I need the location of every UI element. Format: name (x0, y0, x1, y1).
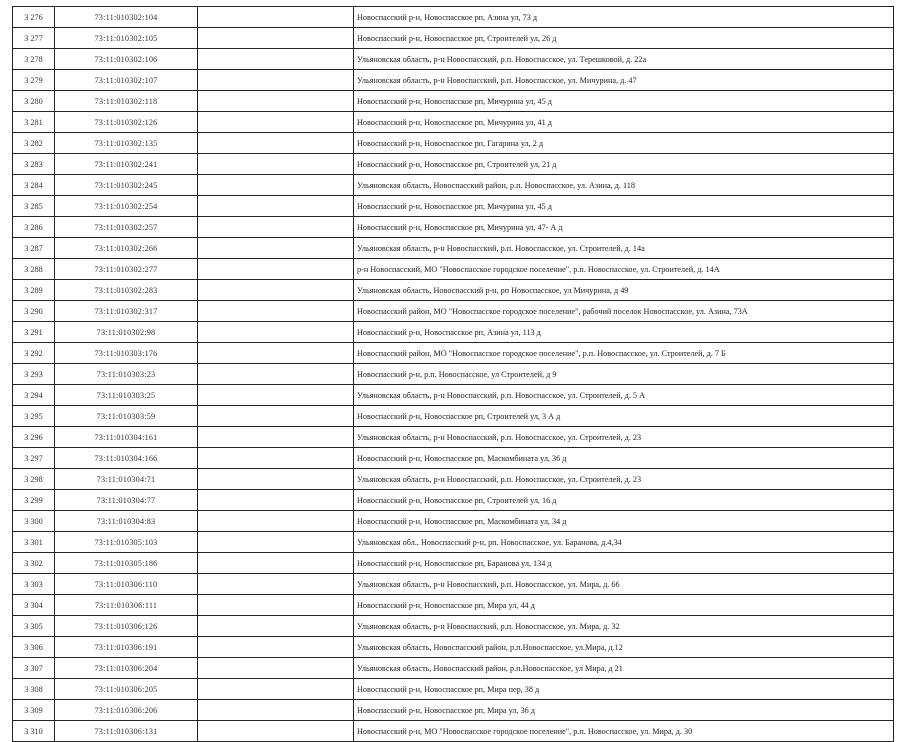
address: Новоспасский р-н, Новоспасское рп, Строителей ул, 26 д (357, 33, 557, 43)
row-number-cell (13, 112, 55, 133)
address: Ульяновская область, р-н Новоспасский, р.п. Новоспасское, ул. Мира, д. 32 (357, 621, 620, 631)
empty-cell-cell (198, 511, 354, 532)
table-row (13, 7, 894, 28)
row-number-cell (13, 217, 55, 238)
address: Ульяновская обл., Новоспасский р-н, рп. Новоспасское, ул. Баранова, д.4,34 (357, 537, 622, 547)
cadastral-number: 73:11:010302:241 (94, 159, 158, 169)
row-number: 3 293 (24, 369, 43, 379)
table-row (13, 70, 894, 91)
address-cell (354, 385, 894, 406)
row-number: 3 283 (24, 159, 43, 169)
empty-cell-cell (198, 490, 354, 511)
table-row (13, 553, 894, 574)
row-number-cell (13, 280, 55, 301)
address-cell (354, 553, 894, 574)
address-cell (354, 91, 894, 112)
table-row (13, 364, 894, 385)
cadastral-number-cell (55, 28, 198, 49)
cadastral-number: 73:11:010302:98 (96, 327, 156, 337)
cadastral-number-cell (55, 658, 198, 679)
empty-cell-cell (198, 49, 354, 70)
cadastral-number-cell (55, 175, 198, 196)
address: Новоспасский р-н, Новоспасское рп, Строителей ул, 16 д (357, 495, 557, 505)
row-number-cell (13, 70, 55, 91)
cadastral-number: 73:11:010306:204 (94, 663, 158, 673)
address-cell (354, 238, 894, 259)
cadastral-number: 73:11:010303:59 (96, 411, 156, 421)
cadastral-number-cell (55, 196, 198, 217)
row-number-cell (13, 196, 55, 217)
address-cell (354, 343, 894, 364)
empty-cell-cell (198, 175, 354, 196)
cadastral-number: 73:11:010302:106 (94, 54, 158, 64)
empty-cell-cell (198, 616, 354, 637)
row-number: 3 282 (24, 138, 43, 148)
cadastral-number-cell (55, 7, 198, 28)
cadastral-number: 73:11:010304:161 (94, 432, 158, 442)
cadastral-number-cell (55, 112, 198, 133)
empty-cell-cell (198, 112, 354, 133)
cadastral-number-cell (55, 448, 198, 469)
address-cell (354, 217, 894, 238)
empty-cell-cell (198, 322, 354, 343)
cadastral-number: 73:11:010303:176 (94, 348, 158, 358)
row-number-cell (13, 490, 55, 511)
cadastral-number-cell (55, 301, 198, 322)
address: Ульяновская область, р-н Новоспасский, р.п. Новоспасское, ул. Строителей, д. 5 А (357, 390, 645, 400)
cadastral-number: 73:11:010305:186 (94, 558, 158, 568)
empty-cell-cell (198, 196, 354, 217)
row-number: 3 298 (24, 474, 43, 484)
row-number: 3 284 (24, 180, 43, 190)
row-number: 3 291 (24, 327, 43, 337)
cadastral-number: 73:11:010302:107 (94, 75, 158, 85)
cadastral-number-cell (55, 259, 198, 280)
table-row (13, 532, 894, 553)
address-cell (354, 70, 894, 91)
address-cell (354, 616, 894, 637)
cadastral-number: 73:11:010302:135 (94, 138, 158, 148)
table-row (13, 448, 894, 469)
address: Новоспасский р-н, Новоспасское рп, Мира ул, 36 д (357, 705, 535, 715)
address-cell (354, 721, 894, 742)
table-row (13, 280, 894, 301)
cadastral-number-cell (55, 721, 198, 742)
address-cell (354, 658, 894, 679)
row-number: 3 297 (24, 453, 43, 463)
address-cell (354, 490, 894, 511)
empty-cell-cell (198, 679, 354, 700)
row-number-cell (13, 28, 55, 49)
cadastral-number: 73:11:010306:126 (94, 621, 158, 631)
empty-cell-cell (198, 28, 354, 49)
empty-cell-cell (198, 385, 354, 406)
row-number: 3 292 (24, 348, 43, 358)
address-cell (354, 28, 894, 49)
row-number-cell (13, 259, 55, 280)
empty-cell-cell (198, 427, 354, 448)
empty-cell-cell (198, 721, 354, 742)
table-body (13, 7, 894, 742)
address: Новоспасский р-н, Новоспасское рп, Маскомбината ул, 34 д (357, 516, 567, 526)
cadastral-number-cell (55, 280, 198, 301)
row-number: 3 287 (24, 243, 43, 253)
row-number-cell (13, 469, 55, 490)
address: Ульяновская область, Новоспасский р-н, рп Новоспасское, ул Мичурина, д 49 (357, 285, 629, 295)
address-cell (354, 700, 894, 721)
address-cell (354, 49, 894, 70)
address: Ульяновская область, Новоспасский район, р.п.Новоспасское, ул Мира, д 21 (357, 663, 623, 673)
table-row (13, 595, 894, 616)
address: Ульяновская область, р-н Новоспасский, р.п. Новоспасское, ул. Терешковой, д. 22а (357, 54, 647, 64)
address: Новоспасский р-н, р.п. Новоспасское, ул Строителей, д 9 (357, 369, 557, 379)
cadastral-number: 73:11:010306:110 (94, 579, 158, 589)
cadastral-number-cell (55, 490, 198, 511)
empty-cell-cell (198, 532, 354, 553)
empty-cell-cell (198, 658, 354, 679)
empty-cell-cell (198, 448, 354, 469)
cadastral-number-cell (55, 322, 198, 343)
address: Новоспасский р-н, Новоспасское рп, Мира пер, 38 д (357, 684, 540, 694)
cadastral-number: 73:11:010302:126 (94, 117, 158, 127)
address: Ульяновская область, р-н Новоспасский, р.п. Новоспасское, ул. Мичурина, д. 47 (357, 75, 637, 85)
empty-cell-cell (198, 238, 354, 259)
row-number: 3 303 (24, 579, 43, 589)
table-row (13, 133, 894, 154)
cadastral-number-cell (55, 364, 198, 385)
cadastral-number: 73:11:010304:83 (96, 516, 156, 526)
row-number: 3 288 (24, 264, 43, 274)
address-cell (354, 679, 894, 700)
cadastral-number-cell (55, 406, 198, 427)
row-number: 3 310 (24, 726, 43, 736)
cadastral-number: 73:11:010302:277 (94, 264, 158, 274)
cadastral-number-cell (55, 679, 198, 700)
empty-cell-cell (198, 700, 354, 721)
row-number-cell (13, 616, 55, 637)
row-number-cell (13, 385, 55, 406)
cadastral-number-cell (55, 427, 198, 448)
row-number-cell (13, 679, 55, 700)
cadastral-number-cell (55, 91, 198, 112)
table-row (13, 28, 894, 49)
address-cell (354, 448, 894, 469)
table-row (13, 658, 894, 679)
row-number-cell (13, 301, 55, 322)
address: Новоспасский район, МО "Новоспасское городское поселение", р.п. Новоспасское, ул. Строителей, д. 7 Б (357, 348, 726, 358)
cadastral-number-cell (55, 469, 198, 490)
address: Ульяновская область, Новоспасский район, р.п. Новоспасское, ул. Азина, д. 118 (357, 180, 635, 190)
address: Новоспасский р-н, Новоспасское рп, Строителей ул, 3 А д (357, 411, 561, 421)
address: Новоспасский р-н, Новоспасское рп, Мичурина ул, 45 д (357, 96, 552, 106)
table-row (13, 91, 894, 112)
empty-cell-cell (198, 364, 354, 385)
cadastral-number: 73:11:010302:118 (94, 96, 158, 106)
row-number: 3 286 (24, 222, 43, 232)
empty-cell-cell (198, 469, 354, 490)
cadastral-number: 73:11:010302:266 (94, 243, 158, 253)
address: Новоспасский р-н, Новоспасское рп, Азина ул, 73 д (357, 12, 538, 22)
address-cell (354, 427, 894, 448)
empty-cell-cell (198, 553, 354, 574)
table-row (13, 469, 894, 490)
row-number-cell (13, 238, 55, 259)
cadastral-number: 73:11:010302:104 (94, 12, 158, 22)
row-number-cell (13, 364, 55, 385)
table-row (13, 574, 894, 595)
row-number: 3 300 (24, 516, 43, 526)
cadastral-number: 73:11:010305:103 (94, 537, 158, 547)
cadastral-number-cell (55, 385, 198, 406)
table-row (13, 259, 894, 280)
cadastral-number-cell (55, 154, 198, 175)
row-number: 3 276 (24, 12, 43, 22)
row-number-cell (13, 175, 55, 196)
table-row (13, 196, 894, 217)
address: Новоспасский р-н, Новоспасское рп, Мичурина ул, 41 д (357, 117, 552, 127)
row-number-cell (13, 343, 55, 364)
row-number-cell (13, 553, 55, 574)
empty-cell-cell (198, 574, 354, 595)
table-row (13, 511, 894, 532)
address-cell (354, 7, 894, 28)
table-row (13, 721, 894, 742)
cadastral-number: 73:11:010302:283 (94, 285, 158, 295)
address: Новоспасский р-н, Новоспасское рп, Мичурина ул, 47- А д (357, 222, 563, 232)
row-number: 3 296 (24, 432, 43, 442)
address: р-н Новоспасский, МО "Новоспасское городское поселение", р.п. Новоспасское, ул. Строителей, д. 14А (357, 264, 720, 274)
address-cell (354, 112, 894, 133)
cadastral-number-cell (55, 574, 198, 595)
table-row (13, 385, 894, 406)
cadastral-number: 73:11:010302:245 (94, 180, 158, 190)
row-number: 3 277 (24, 33, 43, 43)
table-row (13, 154, 894, 175)
row-number-cell (13, 448, 55, 469)
row-number: 3 278 (24, 54, 43, 64)
table-row (13, 343, 894, 364)
row-number-cell (13, 154, 55, 175)
row-number-cell (13, 133, 55, 154)
empty-cell-cell (198, 154, 354, 175)
address-cell (354, 595, 894, 616)
cadastral-number-cell (55, 553, 198, 574)
empty-cell-cell (198, 91, 354, 112)
row-number-cell (13, 721, 55, 742)
row-number: 3 299 (24, 495, 43, 505)
row-number: 3 294 (24, 390, 43, 400)
empty-cell-cell (198, 301, 354, 322)
table-row (13, 217, 894, 238)
row-number: 3 307 (24, 663, 43, 673)
cadastral-number: 73:11:010302:257 (94, 222, 158, 232)
cadastral-number-cell (55, 700, 198, 721)
empty-cell-cell (198, 595, 354, 616)
row-number: 3 295 (24, 411, 43, 421)
empty-cell-cell (198, 280, 354, 301)
cadastral-number: 73:11:010306:111 (94, 600, 158, 610)
table-row (13, 322, 894, 343)
row-number-cell (13, 700, 55, 721)
table-row (13, 112, 894, 133)
cadastral-number: 73:11:010306:131 (94, 726, 158, 736)
empty-cell-cell (198, 133, 354, 154)
address: Ульяновская область, Новоспасский район, р.п.Новоспасское, ул.Мира, д.12 (357, 642, 623, 652)
row-number: 3 305 (24, 621, 43, 631)
row-number: 3 301 (24, 537, 43, 547)
cadastral-number-cell (55, 133, 198, 154)
empty-cell-cell (198, 217, 354, 238)
cadastral-number: 73:11:010302:105 (94, 33, 158, 43)
address-cell (354, 364, 894, 385)
row-number: 3 304 (24, 600, 43, 610)
row-number: 3 290 (24, 306, 43, 316)
cadastral-number-cell (55, 217, 198, 238)
row-number-cell (13, 574, 55, 595)
row-number: 3 308 (24, 684, 43, 694)
address: Новоспасский р-н, Новоспасское рп, Мира ул, 44 д (357, 600, 535, 610)
table-row (13, 679, 894, 700)
cadastral-number: 73:11:010304:77 (96, 495, 156, 505)
address-cell (354, 574, 894, 595)
row-number-cell (13, 532, 55, 553)
row-number: 3 289 (24, 285, 43, 295)
table-row (13, 238, 894, 259)
row-number: 3 280 (24, 96, 43, 106)
address: Новоспасский р-н, Новоспасское рп, Баранова ул, 134 д (357, 558, 552, 568)
empty-cell-cell (198, 7, 354, 28)
address: Новоспасский р-н, Новоспасское рп, Маскомбината ул, 36 д (357, 453, 567, 463)
address-cell (354, 532, 894, 553)
address: Новоспасский р-н, Новоспасское рп, Строителей ул, 21 д (357, 159, 557, 169)
cadastral-number: 73:11:010303:23 (96, 369, 156, 379)
address-cell (354, 280, 894, 301)
row-number-cell (13, 406, 55, 427)
row-number: 3 302 (24, 558, 43, 568)
cadastral-number: 73:11:010304:166 (94, 453, 158, 463)
row-number-cell (13, 595, 55, 616)
table-row (13, 700, 894, 721)
cadastral-number-cell (55, 49, 198, 70)
row-number-cell (13, 49, 55, 70)
table-row (13, 49, 894, 70)
row-number-cell (13, 7, 55, 28)
cadastral-number: 73:11:010304:71 (96, 474, 156, 484)
empty-cell-cell (198, 259, 354, 280)
address-cell (354, 175, 894, 196)
address-cell (354, 511, 894, 532)
cadastral-number-cell (55, 616, 198, 637)
empty-cell-cell (198, 70, 354, 91)
address: Ульяновская область, р-н Новоспасский, р.п. Новоспасское, ул. Строителей, д. 23 (357, 432, 642, 442)
property-register-table (12, 6, 894, 742)
address: Новоспасский р-н, Новоспасское рп, Мичурина ул, 45 д (357, 201, 552, 211)
row-number-cell (13, 91, 55, 112)
row-number: 3 281 (24, 117, 43, 127)
cadastral-number: 73:11:010306:206 (94, 705, 158, 715)
address: Ульяновская область, р-н Новоспасский, р.п. Новоспасское, ул. Мира, д. 66 (357, 579, 620, 589)
row-number-cell (13, 322, 55, 343)
cadastral-number: 73:11:010306:191 (94, 642, 158, 652)
cadastral-number: 73:11:010302:317 (94, 306, 158, 316)
row-number: 3 309 (24, 705, 43, 715)
cadastral-number-cell (55, 238, 198, 259)
cadastral-number-cell (55, 532, 198, 553)
empty-cell-cell (198, 343, 354, 364)
table-row (13, 406, 894, 427)
cadastral-number: 73:11:010302:254 (94, 201, 158, 211)
address-cell (354, 301, 894, 322)
cadastral-number: 73:11:010303:25 (96, 390, 156, 400)
empty-cell-cell (198, 406, 354, 427)
address: Новоспасский р-н, МО "Новоспасское городское поселение", р.п. Новоспасское, ул. Мира, д. 30 (357, 726, 693, 736)
address-cell (354, 133, 894, 154)
row-number: 3 306 (24, 642, 43, 652)
table-row (13, 427, 894, 448)
cadastral-number-cell (55, 595, 198, 616)
cadastral-number-cell (55, 511, 198, 532)
table-row (13, 490, 894, 511)
row-number-cell (13, 511, 55, 532)
row-number: 3 279 (24, 75, 43, 85)
address: Ульяновская область, р-н Новоспасский, р.п. Новоспасское, ул. Строителей, д. 14а (357, 243, 645, 253)
table-row (13, 175, 894, 196)
address-cell (354, 406, 894, 427)
table-row (13, 616, 894, 637)
cadastral-number-cell (55, 70, 198, 91)
address-cell (354, 322, 894, 343)
cadastral-number: 73:11:010306:205 (94, 684, 158, 694)
address-cell (354, 469, 894, 490)
cadastral-number-cell (55, 343, 198, 364)
row-number-cell (13, 427, 55, 448)
address: Новоспасский район, МО "Новоспасское городское поселение", рабочий поселок Новоспасское, ул. Азина, 73А (357, 306, 748, 316)
address-cell (354, 259, 894, 280)
address-cell (354, 154, 894, 175)
address: Ульяновская область, р-н Новоспасский, р.п. Новоспасское, ул. Строителей, д. 23 (357, 474, 642, 484)
address: Новоспасский р-н, Новоспасское рп, Гагарина ул, 2 д (357, 138, 544, 148)
address: Новоспасский р-н, Новоспасское рп, Азина ул, 113 д (357, 327, 541, 337)
table-row (13, 301, 894, 322)
address-cell (354, 196, 894, 217)
row-number-cell (13, 658, 55, 679)
row-number: 3 285 (24, 201, 43, 211)
